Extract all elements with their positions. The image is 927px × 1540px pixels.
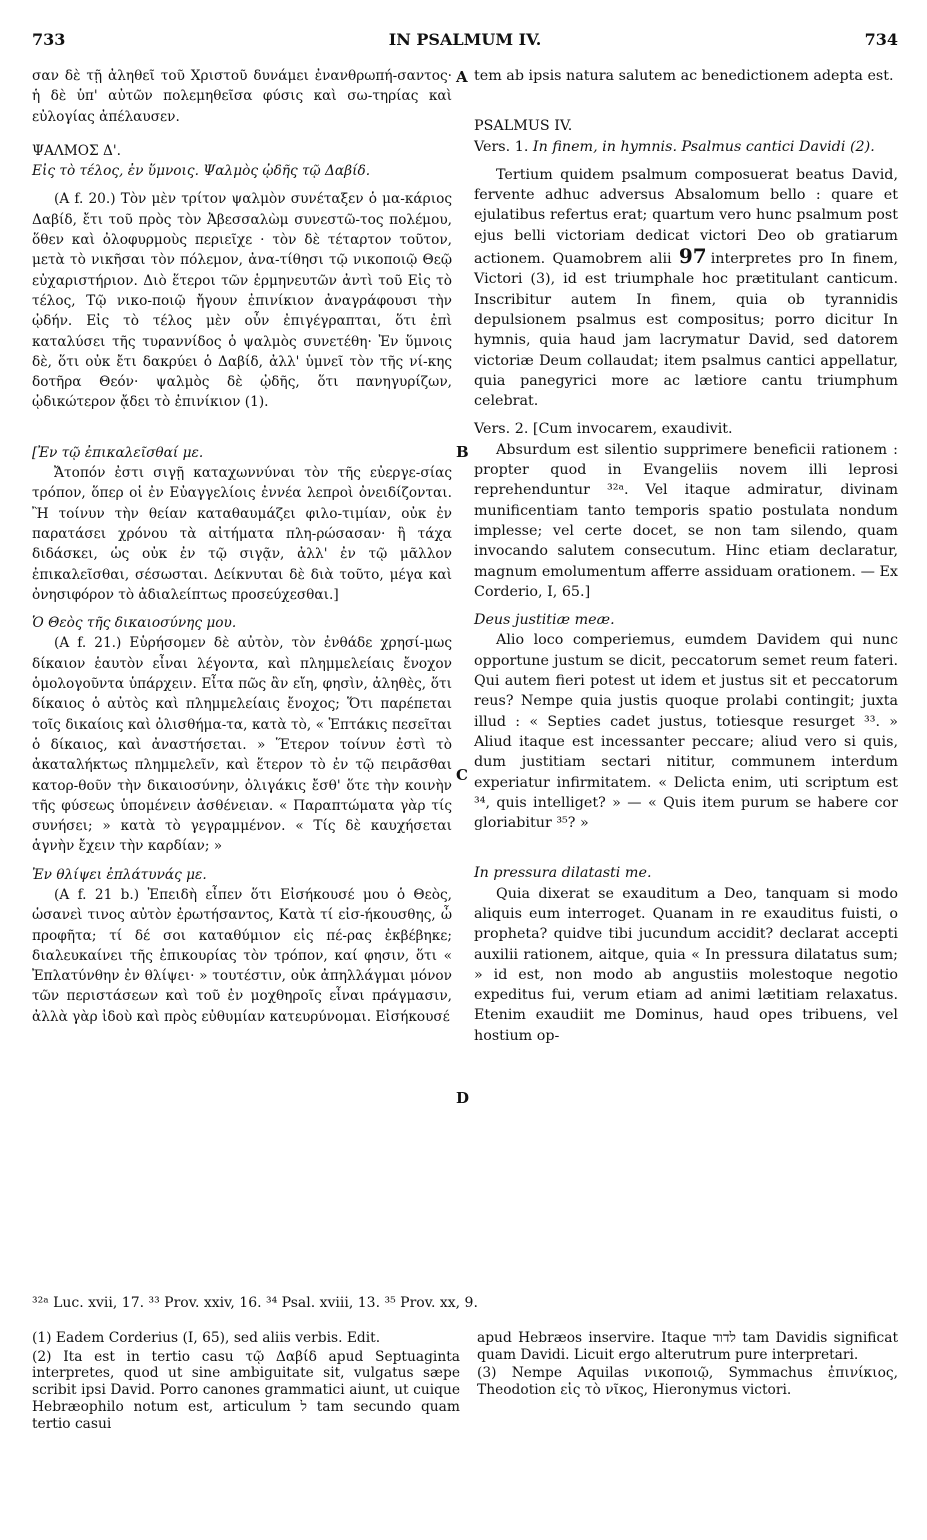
margin-letter-b: B xyxy=(456,443,469,461)
latin-heading-3: Deus justitiæ meæ. xyxy=(474,612,615,629)
latin-verse-number: Vers. 1. xyxy=(474,138,529,155)
greek-column xyxy=(32,66,452,1027)
greek-paragraph-4: (A f. 21 b.) Ἐπειδὴ εἶπεν ὅτι Εἰσήκουσέ μου ὁ Θεὸς, ὡσανεὶ τινος αὐτὸν ἐρωτήσαντος, Κατὰ τί εἰσ-ήκουσθης, ὦ προφῆτα; τί δέ σοι καταθύμιον εἰς πέ-ρας ἐκβέβηκε; διαλευκαίνει τῆς ἐπικουρίας τὸν τρόπον, καί φησιν, ὅτι « Ἐπλατύνθην ἐν θλίψει· » τουτέστιν, οὐκ ἀπηλλάγμαι μόνον τῶν περιστάσεων καὶ τοῦ ἐν μοχθηροῖς εἶναι πράγμασιν, ἀλλὰ γὰρ ἰδοὺ καὶ πρὸς εὐθυμίαν κατευρύνομαι. Εἰσήκουσέ xyxy=(32,886,452,1025)
footnote-1: (1) Eadem Corderius (I, 65), sed aliis verbis. Edit. xyxy=(32,1330,381,1346)
column-number-97: 97 xyxy=(678,244,707,269)
greek-intro: σαν δὲ τῇ ἀληθεῖ τοῦ Χριστοῦ δυνάμει ἐνανθρωπή-σαντος· ἡ δὲ ὑπ' αὐτῶν πολεμηθεῖσα φύσις καὶ σω-τηρίας καὶ εὐλογίας ἀπέλαυσεν. xyxy=(32,68,452,125)
greek-heading-3: Ὁ Θεὸς τῆς δικαιοσύνης μου. xyxy=(32,615,237,632)
greek-heading-4: Ἐν θλίψει ἐπλάτυνάς με. xyxy=(32,866,207,883)
latin-paragraph-3: Alio loco comperiemus, eumdem Davidem qui nunc opportune justum se dicit, peccatorum semet reum fateri. Qui autem fieri potest ut idem et justus sit et peccatorum reus? Nempe quia justis quoque prolabi contingit; juxta illud : « Septies cadet justus, totiesque resurget ³³. » Aliud itaque est incessanter peccare; aliud vero si quis, dum justitiam sectari nititur, communem interdum experiatur infirmitatem. « Delicta enim, uti scriptum est ³⁴, quis intelliget? » — « Quis item purum se habere cor gloriabitur ³⁵? » xyxy=(474,632,898,832)
latin-intro: tem ab ipsis natura salutem ac benedictionem adepta est. xyxy=(474,68,894,84)
latin-paragraph-4: Quia dixerat se exauditum a Deo, tanquam si modo aliquis eum interroget. Quanam in re exauditus fuisti, o propheta? quidve tibi jucundum accidit? declarat accepti auxilii rationem, aitque, quia « In pressura dilatatus sum; » id est, non modo ab angustiis molestoque negotio expeditus fui, verum etiam ad animi lætitiam relaxatus. Etenim exaudiit me Dominus, haud opes tribuens, vel hostium op- xyxy=(474,885,898,1044)
latin-psalm-title: PSALMUS IV. xyxy=(474,118,573,135)
latin-verse-title: In finem, in hymnis. Psalmus cantici Davidi (2). xyxy=(532,138,875,155)
scripture-references: ³²ᵃ Luc. xvii, 17. ³³ Prov. xxiv, 16. ³⁴ Psal. xviii, 13. ³⁵ Prov. xx, 9. xyxy=(32,1295,478,1311)
latin-paragraph-1 xyxy=(474,165,898,412)
latin-heading-4: In pressura dilatasti me. xyxy=(474,865,652,882)
footnote-2: (2) Ita est in tertio casu τῷ Δαβίδ apud Septuaginta interpretes, quod ut sine ambiguitate sit, vulgatus sæpe scribit ipsi David. Porro canones grammatici aiunt, ut cuique Hebræophilo notum est, articulum ל tam secundo quam tertio casui xyxy=(32,1348,460,1432)
latin-paragraph-1b: interpretes pro In finem, Victori (3), id est triumphale hoc prætitulant canticum. Inscribitur autem In finem, quia ob tyrannidis depulsionem psalmus est compositus; porro dicitur In hymnis, quia haud jam lacrymatur David, sed datorem victoriæ Deum collaudat; item psalmus cantici appellatur, quia panegyrici more ac lætiore cantu triumphum celebrat. xyxy=(474,251,898,410)
greek-paragraph-3: (A f. 21.) Εὑρήσομεν δὲ αὐτὸν, τὸν ἐνθάδε χρησί-μως δίκαιον ἑαυτὸν εἶναι λέγοντα, καὶ πλημμελείαις ἔνοχον ὁμολογοῦντα ὑπάρχειν. Εἶτα πῶς ἂν εἴη, φησὶν, ἀληθὲς, ὅτι δίκαιος ὁ αὐτὸς καὶ πλημμελείαις ἔνοχος; Ὅτι παρέπεται τοῖς δικαίοις καὶ ὀλισθήμα-τα, κατὰ τὸ, « Ἑπτάκις πεσεῖται ὁ δίκαιος, καὶ ἀναστήσεται. » Ἕτερον τοίνυν ἐστὶ τὸ ἀκαταλήκτως πλημμελεῖν, καὶ ἕτερον τὸ ἐν τῷ πειρᾶσθαι κατορ-θοῦν τὴν δικαιοσύνην, ὀλιγάκις ἔσθ' ὅτε τὴν κοινὴν τῆς φύσεως ὑπομένειν ἀσθένειαν. « Παραπτώματα γὰρ τίς συνήσει; » κατὰ τὸ γεγραμμένον. « Τίς δὲ καυχήσεται ἁγνὴν ἔχειν τὴν καρδίαν; » xyxy=(32,635,452,855)
margin-letter-d: D xyxy=(456,1089,470,1107)
latin-psalm-subtitle xyxy=(474,137,898,157)
page-number-right: 734 xyxy=(864,30,898,49)
latin-paragraph-2: Absurdum est silentio supprimere beneficii rationem : propter quod in Evangeliis novem illi leprosi reprehenduntur ³²ᵃ. Vel itaque admiratur, divinam munificentiam tanto temporis spatio postulata nondum implesse; vel certe docet, se non tam silendo, quam invocando salutem consecutum. Hinc etiam declaratur, magnum emolumentum afferre assiduam orationem. — Ex Corderio, I, 65.] xyxy=(474,441,898,600)
latin-column xyxy=(474,66,898,1046)
footnotes-right xyxy=(477,1330,898,1401)
greek-paragraph-1: (A f. 20.) Τὸν μὲν τρίτον ψαλμὸν συνέταξεν ὁ μα-κάριος Δαβίδ, ἔτι τοῦ πρὸς τὸν Ἀβεσσαλὼμ συνεστῶ-τος πολέμου, ὅθεν καὶ ὀλοφυρμοὺς περιεῖχε · τὸν δὲ τέταρτον τοῦτον, μετὰ τὸ νικῆσαι τὸν πόλεμον, ἀνα-τίθησι τῷ νικοποιῷ Θεῷ εὐχαριστήριον. Διὸ ἕτεροι τῶν ἑρμηνευτῶν ἀντὶ τοῦ Εἰς τὸ τέλος, Τῷ νικο-ποιῷ ἤγουν ἐπινίκιον ἀναγράφουσι τὴν ᾠδήν. Εἰς τὸ τέλος μὲν οὖν ἐπιγέγραπται, ὅτι ἐπὶ καταλύσει τῆς τυραννίδος ὁ ψαλμὸς συνετέθη· Ἐν ὕμνοις δὲ, ὅτι οὐκ ἔτι δακρύει ὁ Δαβίδ, ἀλλ' ὑμνεῖ τὸν τῆς νί-κης δοτῆρα Θεόν· ψαλμὸς δὲ ᾠδῆς, ὅτι πανηγυρίζων, ᾠδικώτερον ᾄδει τὸ ἐπινίκιον (1). xyxy=(32,191,452,411)
footnote-3: (3) Nempe Aquilas νικοποιῷ, Symmachus ἐπινίκιος, Theodotion εἰς τὸ νῖκος, Hieronymus victori. xyxy=(477,1365,898,1399)
footnote-2-continued: apud Hebræos inservire. Itaque לדוד tam Davidis significat quam Davidi. Licuit ergo alterutrum pure interpretari. xyxy=(477,1330,898,1363)
page-number-left: 733 xyxy=(32,30,66,49)
latin-heading-2: Vers. 2. [Cum invocarem, exaudivit. xyxy=(474,421,733,438)
running-title: IN PSALMUM IV. xyxy=(388,30,542,49)
greek-psalm-subtitle: Εἰς τὸ τέλος, ἐν ὕμνοις. Ψαλμὸς ᾠδῆς τῷ Δαβίδ. xyxy=(32,163,371,180)
greek-heading-2: [Ἐν τῷ ἐπικαλεῖσθαί με. xyxy=(32,444,204,461)
greek-psalm-title: ΨΑΛΜΟΣ Δ'. xyxy=(32,142,122,159)
greek-paragraph-2: Ἄτοπόν ἐστι σιγῇ καταχωννύναι τὸν τῆς εὐεργε-σίας τρόπον, ὅπερ οἱ ἐν Εὐαγγελίοις ἐννέα λεπροὶ ὀνειδίζονται. Ἢ τοίνυν τὴν θείαν καταθαυμάζει φιλο-τιμίαν, οὐκ ἐν παρατάσει χρόνου τὰ αἰτήματα πλη-ρώσασαν· ἢ τάχα διδάσκει, ὡς οὐκ ἐν τῷ σιγᾷν, ἀλλ' ἐν τῷ μᾶλλον ἐπικαλεῖσθαι, σέσωσται. Δείκνυται δὲ διὰ τοῦτο, μέγα καὶ ὀνησιφόρον τὸ ἀδιαλείπτως προσεύχεσθαι.] xyxy=(32,465,452,603)
margin-letter-a: A xyxy=(456,68,468,86)
latin-paragraph-1a: Tertium quidem psalmum composuerat beatus David, fervente adhuc adversus Absalomum bello : quare et ejulatibus refertus erat; quartum vero hunc psalmum post ejus belli victoriam dedicat victori Deo ob gratiarum actionem. Quamobrem alii xyxy=(474,166,898,268)
margin-letter-c: C xyxy=(456,766,468,784)
footnotes-left xyxy=(32,1330,460,1434)
page-header xyxy=(32,30,898,52)
